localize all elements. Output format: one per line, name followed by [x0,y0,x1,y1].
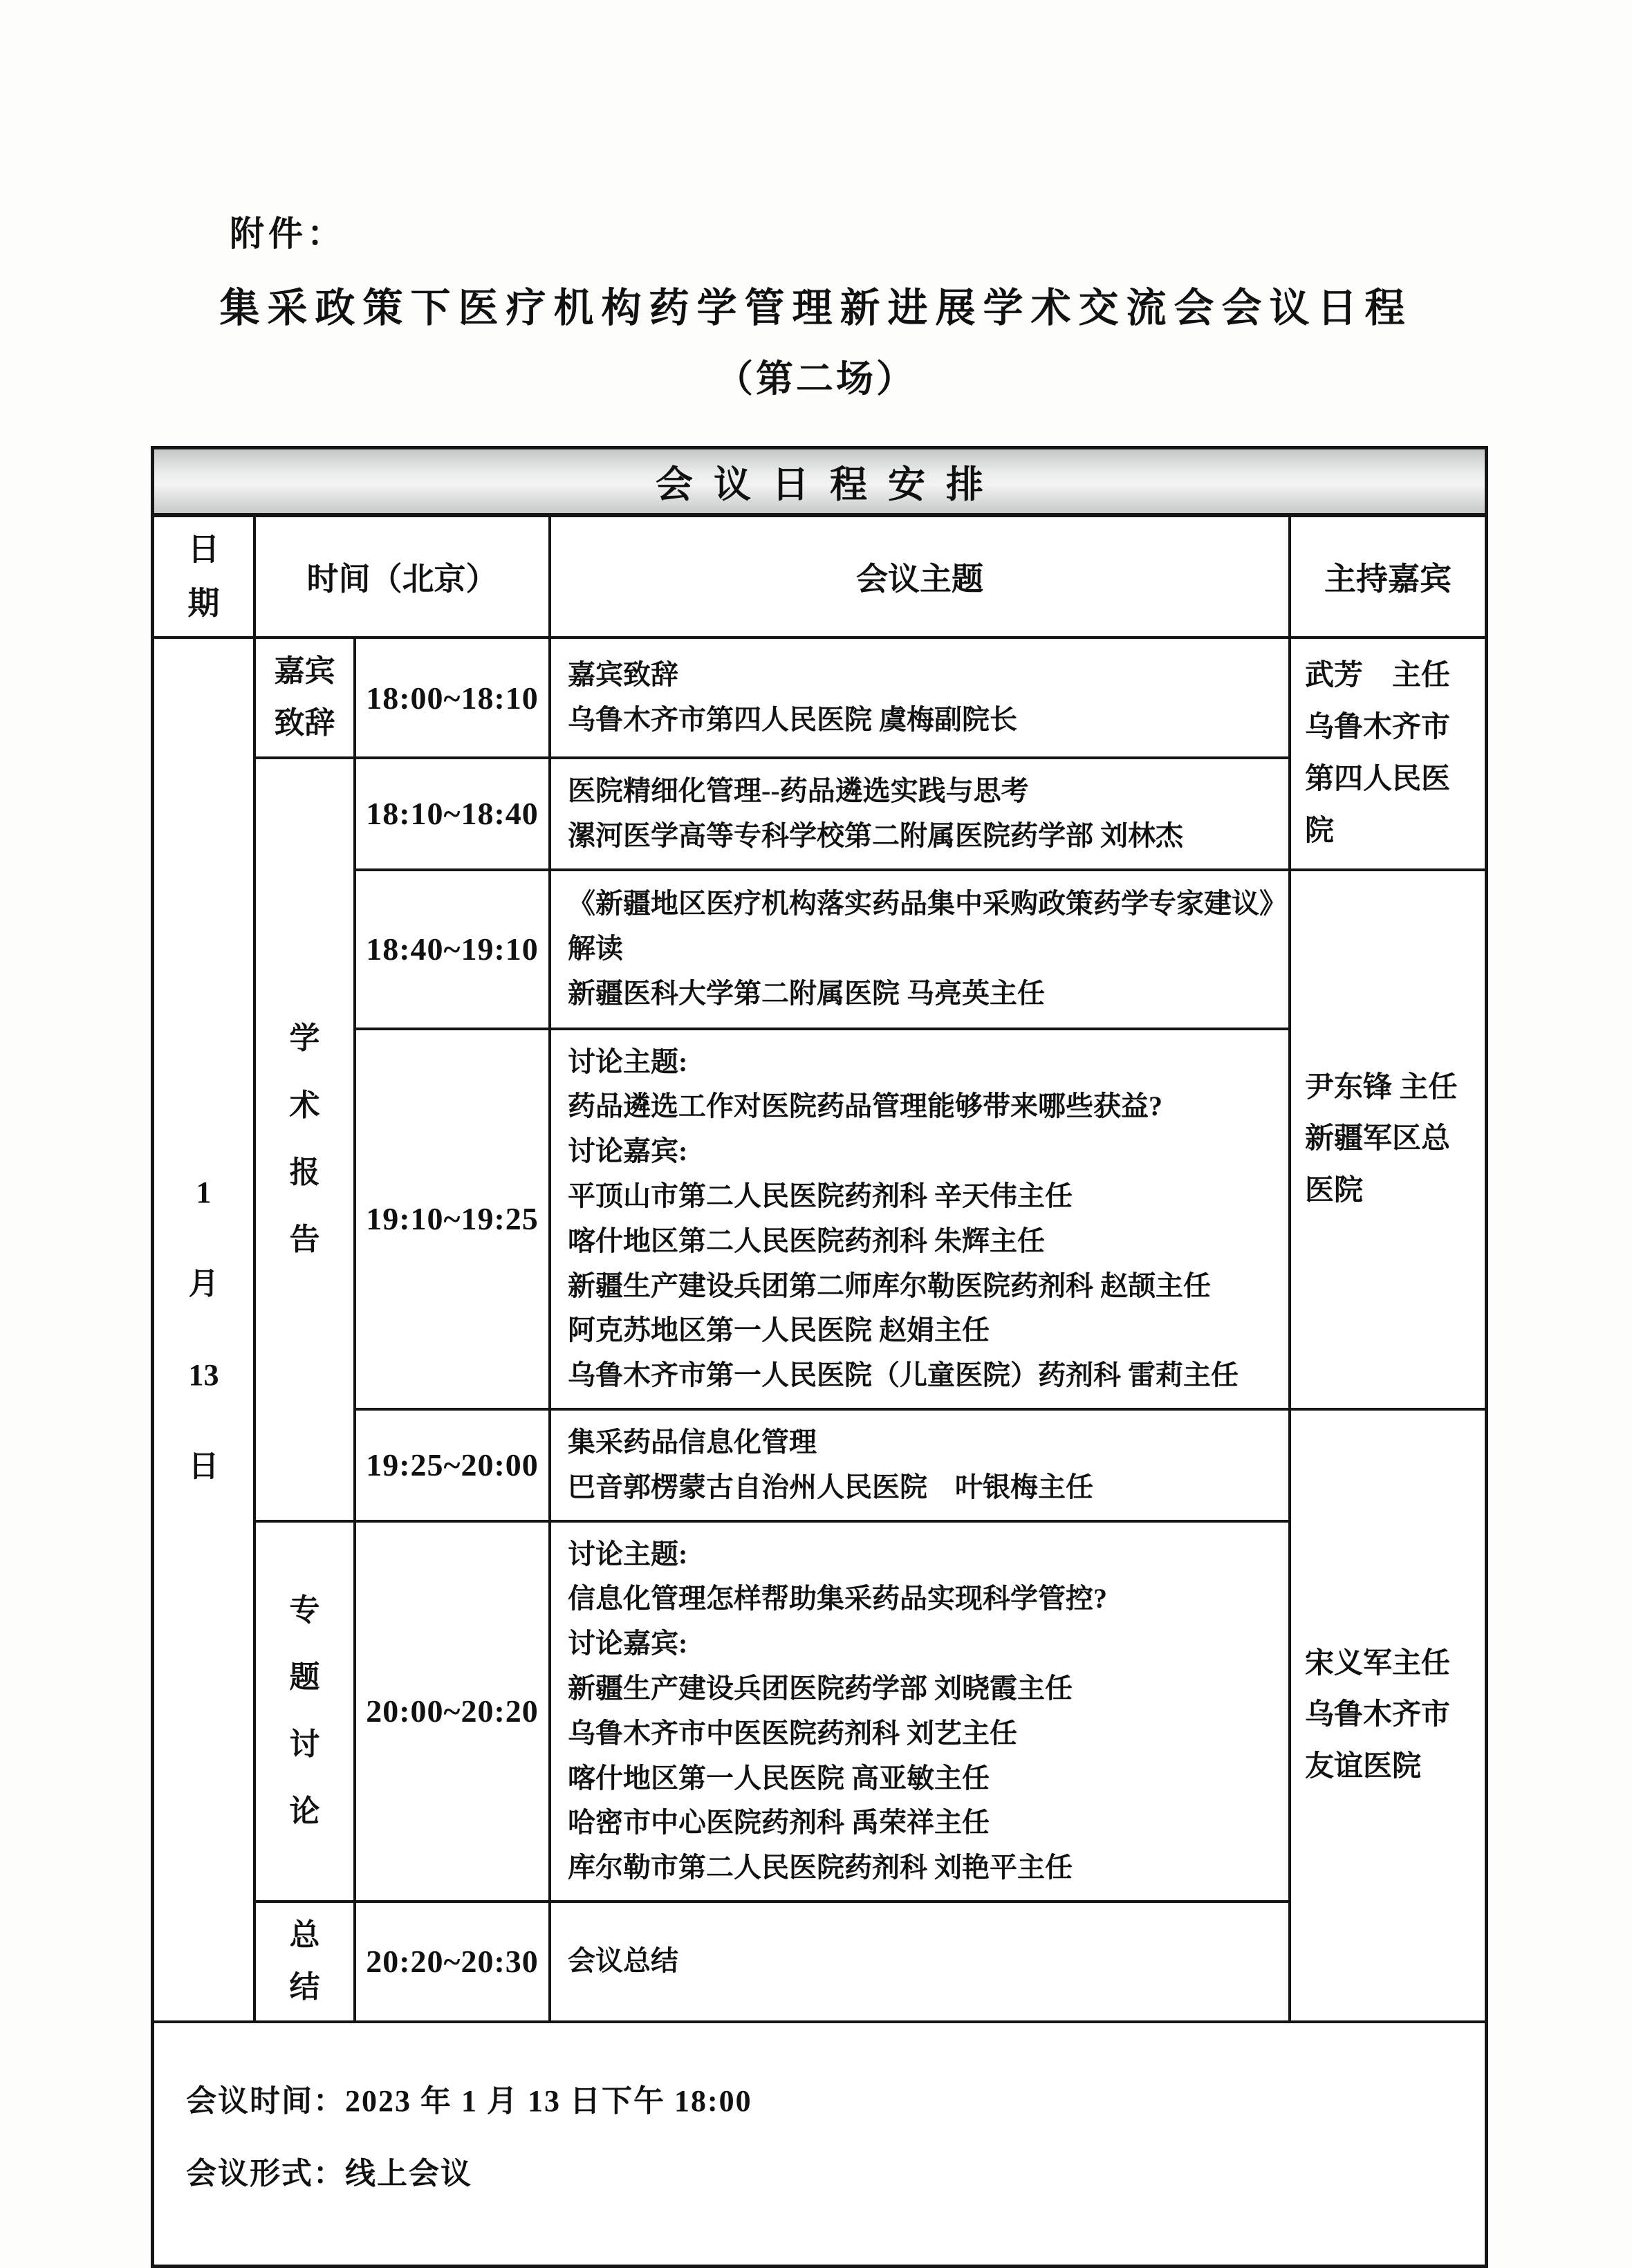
host-cell-wufang: 武芳 主任 乌鲁木齐市第四人民医院 [1290,638,1485,869]
date-part: 13 [188,1357,219,1392]
subject-cell: 医院精细化管理--药品遴选实践与思考 漯河医学高等专科学校第二附属医院药学部 刘林杰 [550,758,1290,870]
schedule-box [151,446,1488,2268]
host-cell-songyijun: 宋义军主任 乌鲁木齐市友谊医院 [1290,1409,1485,2022]
header-time: 时间（北京） [254,517,550,638]
category-cell-academic: 学术报告 [254,758,355,1521]
time-cell: 20:00~20:20 [355,1521,550,1902]
time-cell: 18:10~18:40 [355,758,550,870]
document-subtitle: （第二场） [716,358,916,400]
host-cell-yindongfeng: 尹东锋 主任 新疆军区总医院 [1290,870,1485,1409]
header-date-label: 日期 [187,532,220,622]
session-row-1 [154,638,1485,758]
attachment-label: 附件： [230,214,346,253]
meeting-time: 会议时间：2023 年 1 月 13 日下午 18:00 [186,2083,752,2118]
subject-cell: 讨论主题: 药品遴选工作对医院药品管理能够带来哪些获益? 讨论嘉宾: 平顶山市第二人民医院药剂科 辛天伟主任 喀什地区第二人民医院药剂科 朱辉主任 新疆生产建设兵团第二师库尔勒医院药剂科 赵颉主任 阿克苏地区第一人民医院 赵娟主任 乌鲁木齐市第一人民医院（儿童医院）药剂科 雷莉主任 [550,1029,1290,1409]
header-host: 主持嘉宾 [1290,517,1485,638]
subject-cell: 讨论主题: 信息化管理怎样帮助集采药品实现科学管控? 讨论嘉宾: 新疆生产建设兵团医院药学部 刘晓霞主任 乌鲁木齐市中医医院药剂科 刘艺主任 喀什地区第一人民医院 高亚敏主任 哈密市中心医院药剂科 禹荣祥主任 库尔勒市第二人民医院药剂科 刘艳平主任 [550,1521,1290,1902]
category-cell-opening: 嘉宾致辞 [254,638,355,758]
time-cell: 19:10~19:25 [355,1029,550,1409]
document-title: 集采政策下医疗机构药学管理新进展学术交流会会议日程 [219,286,1413,331]
subject-cell: 集采药品信息化管理 巴音郭楞蒙古自治州人民医院 叶银梅主任 [550,1409,1290,1521]
category-cell-panel: 专题讨论 [254,1521,355,1902]
date-part: 月 [188,1266,219,1301]
session-row-7 [154,1902,1485,2022]
session-row-6 [154,1521,1485,1902]
time-cell: 20:20~20:30 [355,1902,550,2022]
subject-cell: 嘉宾致辞 乌鲁木齐市第四人民医院 虞梅副院长 [550,638,1290,758]
meeting-info [154,2023,1485,2265]
schedule-banner-title: 会议日程安排 [656,463,1004,505]
schedule-banner [154,449,1485,517]
header-row [154,517,1485,638]
time-cell: 18:40~19:10 [355,870,550,1029]
session-row-2 [154,758,1485,870]
date-cell [154,638,254,2021]
schedule-table [154,517,1485,2023]
subject-cell: 《新疆地区医疗机构落实药品集中采购政策药学专家建议》解读 新疆医科大学第二附属医院 马亮英主任 [550,870,1290,1029]
meeting-format: 会议形式：线上会议 [186,2157,472,2191]
time-cell: 19:25~20:00 [355,1409,550,1521]
subject-cell: 会议总结 [550,1902,1290,2022]
date-part: 日 [188,1449,219,1483]
category-cell-summary: 总结 [254,1902,355,2022]
time-cell: 18:00~18:10 [355,638,550,758]
header-date [154,517,254,638]
date-part: 1 [196,1175,212,1209]
header-subject: 会议主题 [550,517,1290,638]
